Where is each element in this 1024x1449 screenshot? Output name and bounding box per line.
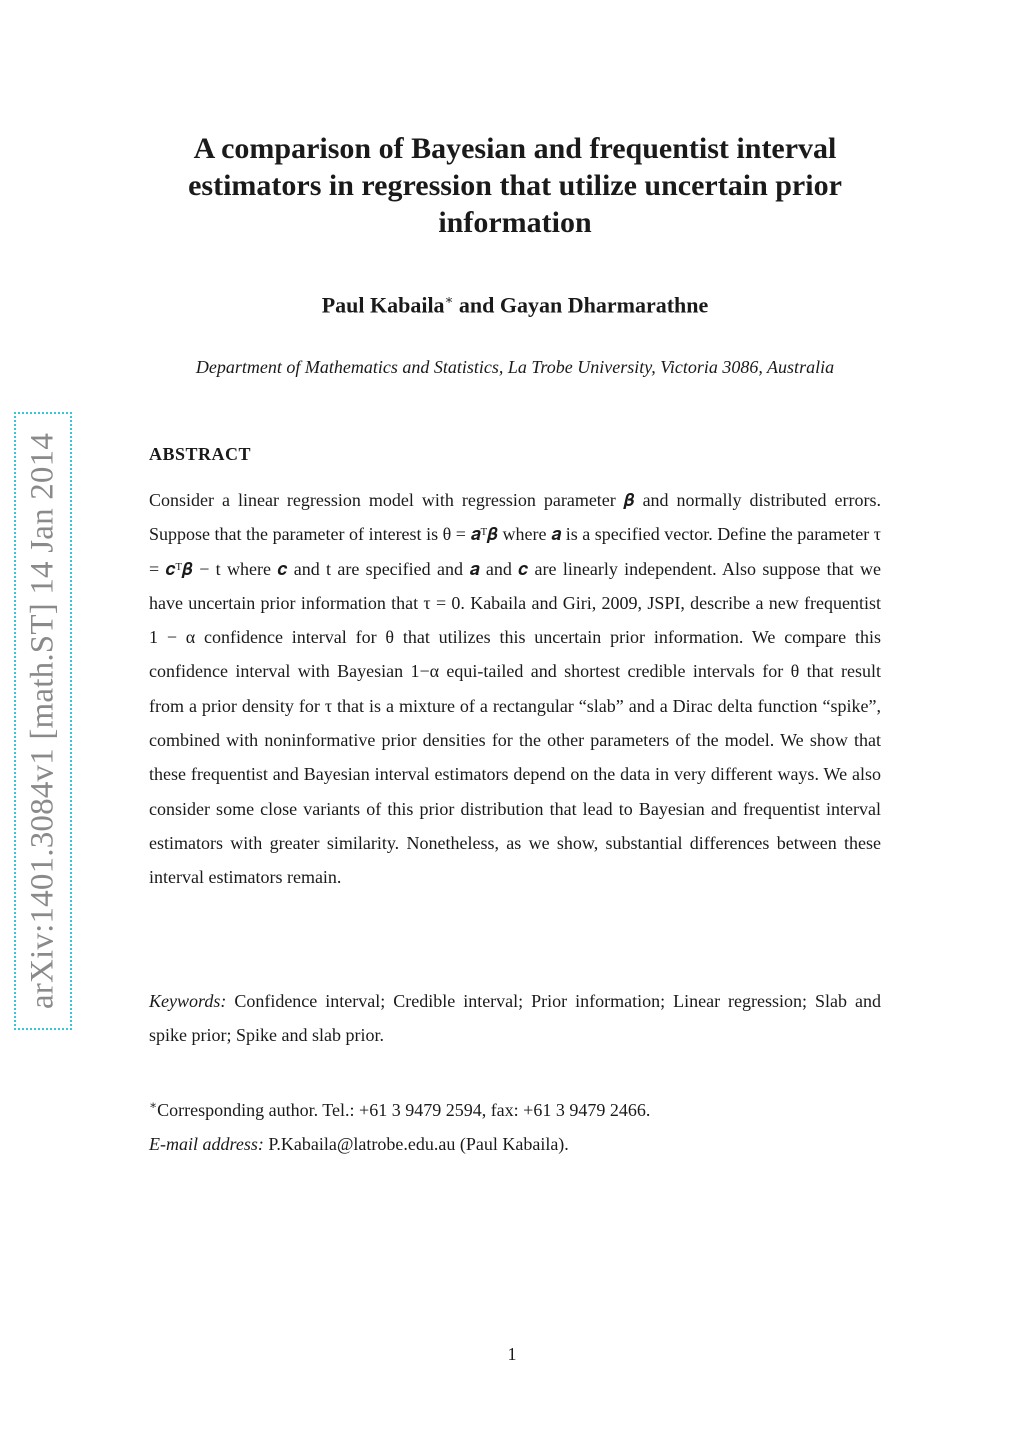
email-address[interactable]: P.Kabaila@latrobe.edu.au (Paul Kabaila).: [263, 1134, 569, 1154]
page-number: 1: [507, 1344, 517, 1364]
keywords: [149, 984, 881, 1052]
email-line: [149, 1127, 881, 1161]
affiliation: Department of Mathematics and Statistics, La Trobe University, Victoria 3086, Australia: [195, 357, 835, 377]
paper-title: A comparison of Bayesian and frequentist interval estimators in regression that utilize uncertain prior information: [188, 132, 842, 239]
author-second: Gayan Dharmarathne: [499, 292, 709, 318]
author-list: [140, 292, 890, 318]
corresponding-author-mark: ∗: [444, 292, 454, 307]
keywords-label: Keywords:: [149, 991, 227, 1011]
contact-info: Corresponding author. Tel.: +61 3 9479 2594, fax: +61 3 9479 2466.: [157, 1100, 651, 1120]
corresponding-author-note: [149, 1088, 881, 1127]
abstract-heading: ABSTRACT: [149, 444, 252, 464]
arxiv-stamp: [14, 412, 72, 1030]
author-conjunction: and: [453, 292, 500, 318]
footnote: [149, 1088, 881, 1161]
keywords-text: Confidence interval; Credible interval; Prior information; Linear regression; Slab and spike prior; Spike and slab prior.: [149, 991, 881, 1045]
author-first: Paul Kabaila: [321, 292, 445, 318]
arxiv-identifier[interactable]: arXiv:1401.3084v1 [math.ST] 14 Jan 2014: [24, 432, 61, 1010]
email-label: E-mail address:: [149, 1134, 264, 1154]
footnote-mark: ∗: [149, 1098, 158, 1112]
abstract-body: Consider a linear regression model with regression parameter 𝜷 and normally distributed errors. Suppose that the parameter of interest is θ = 𝒂ᵀ𝜷 where 𝒂 is a specified vector. Define the parameter τ = 𝒄ᵀ𝜷 − t where 𝒄 and t are specified and 𝒂 and 𝒄 are linearly independent. Also suppose that we have uncertain prior information that τ = 0. Kabaila and Giri, 2009, JSPI, describe a new frequentist 1 − α confidence interval for θ that utilizes this uncertain prior information. We compare this confidence interval with Bayesian 1−α equi-tailed and shortest credible intervals for θ that result from a prior density for τ that is a mixture of a rectangular “slab” and a Dirac delta function “spike”, combined with noninformative prior densities for the other parameters of the model. We show that these frequentist and Bayesian interval estimators depend on the data in very different ways. We also consider some close variants of this prior distribution that lead to Bayesian and frequentist interval estimators with greater similarity. Nonetheless, as we show, substantial differences between these interval estimators remain.: [149, 490, 881, 888]
